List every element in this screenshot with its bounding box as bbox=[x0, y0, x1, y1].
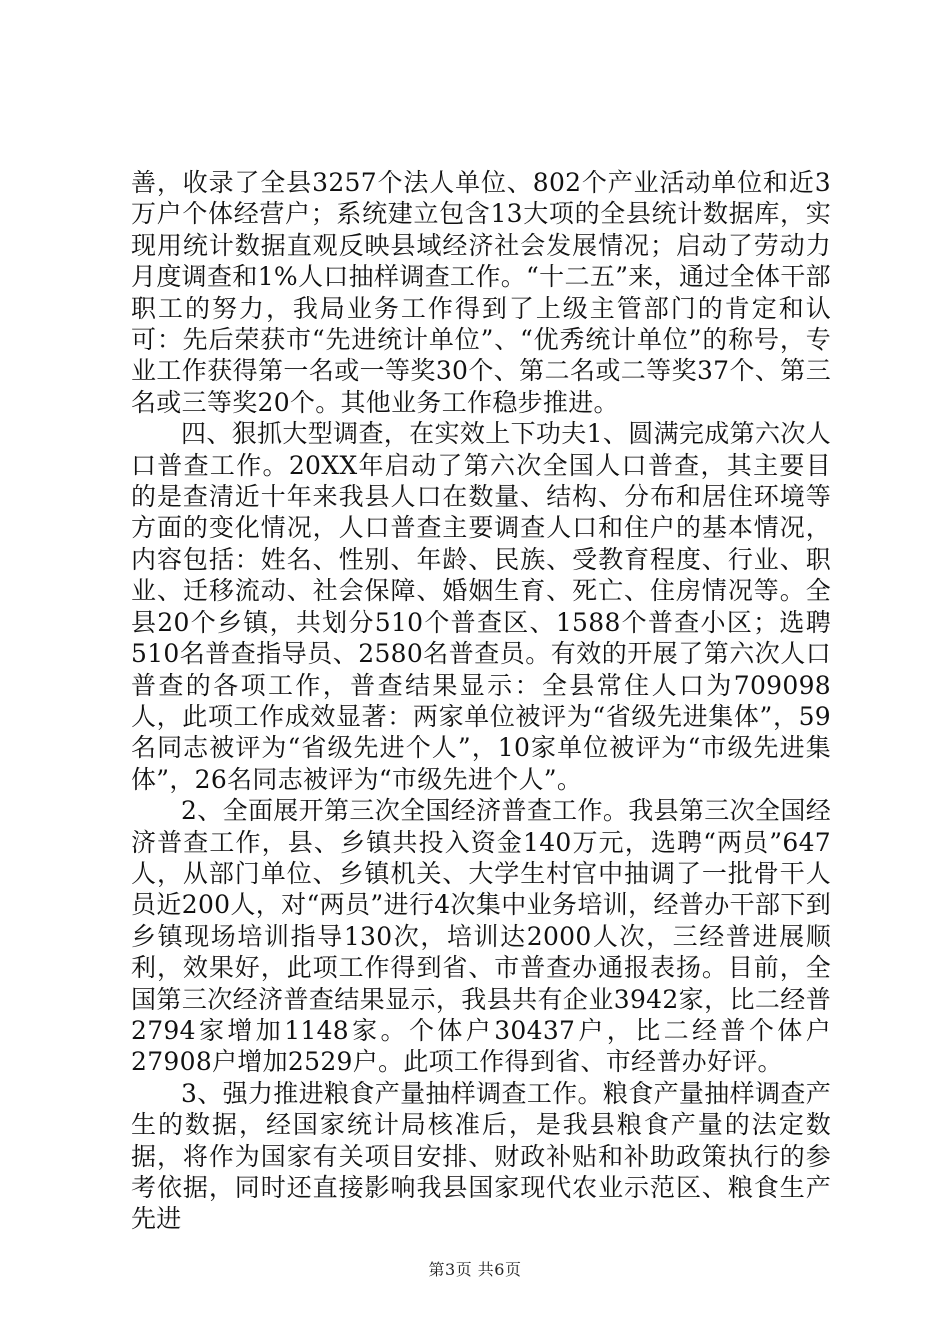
paragraph-continuation: 善，收录了全县3257个法人单位、802个产业活动单位和近3万户个体经营户；系统建立包含13大项的全县统计数据库，实现用统计数据直观反映县域经济社会发展情况；启动了劳动力月度调查和1%人口抽样调查工作。“十二五”来，通过全体干部职工的努力，我局业务工作得到了上级主管部门的肯定和认可：先后荣获市“先进统计单位”、“优秀统计单位”的称号，专业工作获得第一名或一等奖30个、第二名或二等奖37个、第三名或三等奖20个。其他业务工作稳步推进。 bbox=[131, 168, 831, 417]
body-text bbox=[131, 167, 831, 1235]
page-number-footer: 第3页 共6页 bbox=[428, 1260, 522, 1279]
paragraph-economic-census: 2、全面展开第三次全国经济普查工作。我县第三次全国经济普查工作，县、乡镇共投入资金140万元，选聘“两员”647人，从部门单位、乡镇机关、大学生村官中抽调了一批骨干人员近200人，对“两员”进行4次集中业务培训，经普办干部下到乡镇现场培训指导130次，培训达2000人次，三经普进展顺利，效果好，此项工作得到省、市普查办通报表扬。目前，全国第三次经济普查结果显示，我县共有企业3942家，比二经普2794家增加1148家。个体户30437户，比二经普个体户27908户增加2529户。此项工作得到省、市经普办好评。 bbox=[131, 796, 831, 1077]
paragraph-section-four: 四、狠抓大型调查，在实效上下功夫1、圆满完成第六次人口普查工作。20XX年启动了第六次全国人口普查，其主要目的是查清近十年来我县人口在数量、结构、分布和居住环境等方面的变化情况，人口普查主要调查人口和住户的基本情况，内容包括：姓名、性别、年龄、民族、受教育程度、行业、职业、迁移流动、社会保障、婚姻生育、死亡、住房情况等。全县20个乡镇，共划分510个普查区、1588个普查小区；选聘510名普查指导员、2580名普查员。有效的开展了第六次人口普查的各项工作，普查结果显示：全县常住人口为709098人，此项工作成效显著：两家单位被评为“省级先进集体”，59名同志被评为“省级先进个人”，10家单位被评为“市级先进集体”，26名同志被评为“市级先进个人”。 bbox=[131, 419, 831, 794]
paragraph-grain-survey: 3、强力推进粮食产量抽样调查工作。粮食产量抽样调查产生的数据，经国家统计局核准后，是我县粮食产量的法定数据，将作为国家有关项目安排、财政补贴和补助政策执行的参考依据，同时还直接影响我县国家现代农业示范区、粮食生产先进 bbox=[131, 1078, 831, 1234]
